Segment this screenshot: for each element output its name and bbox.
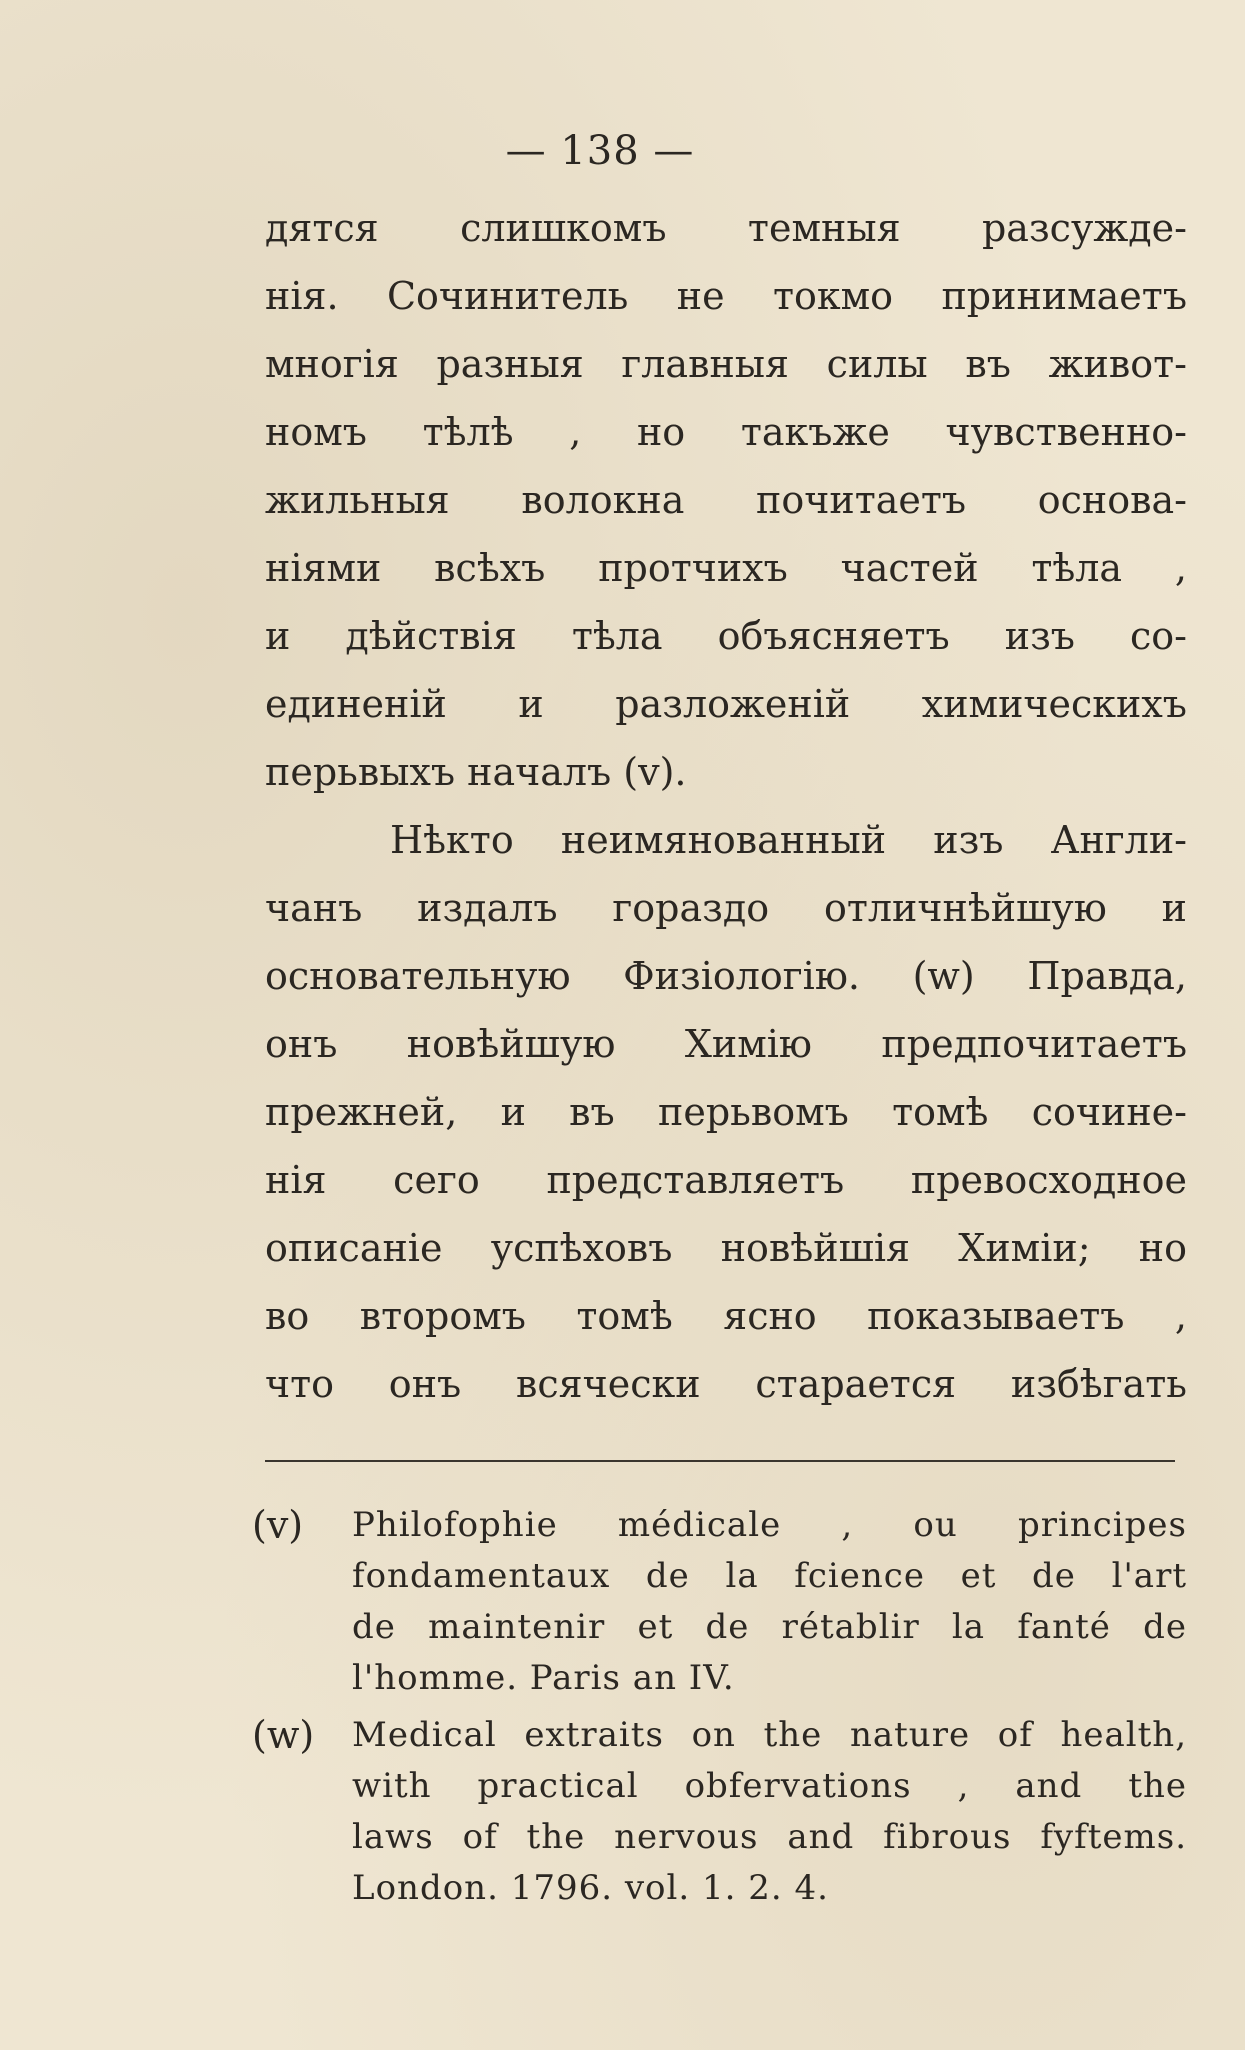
text-line-paragraph-start: Нѣкто неимянованный изъ Англи- [390,818,1187,862]
text-line: номъ тѣлѣ , но такъже чувственно- [265,410,1187,454]
text-line: основательную Физіологію. (w) Правда, [265,954,1187,998]
text-line: и дѣйствія тѣла объясняетъ изъ со- [265,614,1187,658]
text-line: чанъ издалъ гораздо отличнѣйшую и [265,886,1187,930]
footnote-line: with practical obfervations , and the [352,1766,1187,1806]
text-line: онъ новѣйшую Химію предпочитаетъ [265,1022,1187,1066]
text-line-paragraph-end: перьвыхъ началъ (v). [265,750,687,794]
footnote-line: l'homme. Paris an IV. [352,1658,735,1698]
footnote-line: Medical extraits on the nature of health, [352,1715,1187,1755]
text-line: единеній и разложеній химическихъ [265,682,1187,726]
page-number: — 138 — [505,128,695,174]
body-text [265,194,1187,1418]
text-line: ніями всѣхъ протчихъ частей тѣла , [265,546,1187,590]
footnote-marker: (w) [252,1713,315,1757]
text-line: многія разныя главныя силы въ живот- [265,342,1187,386]
text-line: прежней, и въ перьвомъ томѣ сочине- [265,1090,1187,1134]
text-line: нія. Сочинитель не токмо принимаетъ [265,274,1187,318]
footnote-marker: (v) [252,1503,304,1547]
footnote-line: fondamentaux de la fcience et de l'art [352,1556,1187,1596]
text-line: нія сего представляетъ превосходное [265,1158,1187,1202]
footnote-line: Philofophie médicale , ou principes [352,1505,1187,1545]
text-line: описаніе успѣховъ новѣйшія Химіи; но [265,1226,1187,1270]
footnote-divider [265,1460,1175,1462]
text-line: во второмъ томѣ ясно показываетъ , [265,1294,1187,1338]
footnote-line: London. 1796. vol. 1. 2. 4. [352,1868,829,1908]
footnote-line: de maintenir et de rétablir la fanté de [352,1607,1187,1647]
footnote-w [252,1710,1187,1914]
footnote-v [252,1500,1187,1704]
footnote-line: laws of the nervous and fibrous fyftems. [352,1817,1187,1857]
footnotes [252,1500,1187,1920]
text-line: дятся слишкомъ темныя разсужде- [265,206,1187,250]
text-line: жильныя волокна почитаетъ основа- [265,478,1187,522]
text-line: что онъ всячески старается избѣгать [265,1362,1187,1406]
